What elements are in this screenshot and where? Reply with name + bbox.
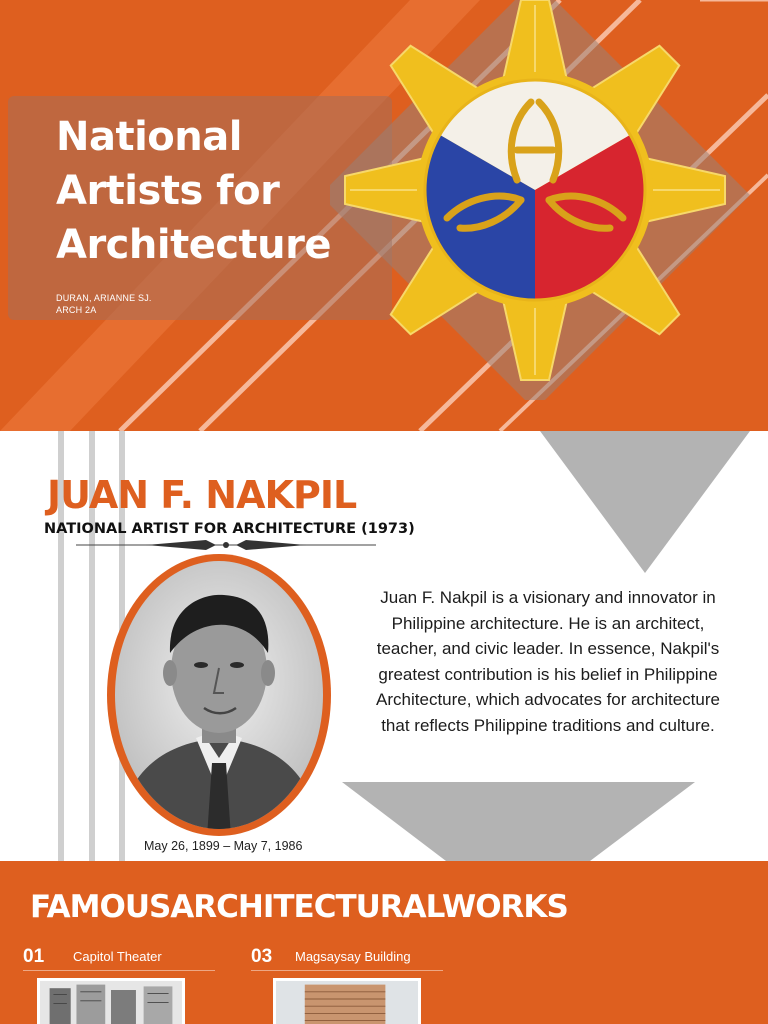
author-name: DURAN, ARIANNE SJ. bbox=[56, 293, 152, 303]
sun-seal-logo bbox=[330, 0, 750, 400]
artist-portrait bbox=[106, 553, 332, 837]
work-label: Capitol Theater bbox=[73, 949, 162, 964]
work-divider bbox=[23, 970, 215, 971]
work-item-magsaysay-building bbox=[251, 945, 443, 1024]
work-number: 01 bbox=[23, 946, 45, 967]
artist-subtitle: NATIONAL ARTIST FOR ARCHITECTURE (1973) bbox=[44, 521, 415, 537]
work-item-capitol-theater bbox=[23, 945, 215, 1024]
divider-ornament bbox=[76, 538, 376, 552]
cover-section bbox=[0, 0, 768, 431]
artist-name: JUAN F. NAKPIL bbox=[47, 473, 357, 517]
work-photo bbox=[37, 978, 185, 1024]
famous-works-section bbox=[0, 861, 768, 1024]
work-label: Magsaysay Building bbox=[295, 949, 411, 964]
artist-profile-section bbox=[0, 431, 768, 861]
work-divider bbox=[251, 970, 443, 971]
author-section: ARCH 2A bbox=[56, 305, 97, 315]
cover-title: National Artists for Architecture bbox=[56, 114, 331, 268]
work-number: 03 bbox=[251, 946, 273, 967]
artist-bio: Juan F. Nakpil is a visionary and innovator in Philippine architecture. He is an architect, teacher, and civic leader. In essence, Nakpil's greatest contribution is his belief in Philippine Architecture, which advocates for architecture that reflects Philippine traditions and culture. bbox=[376, 588, 720, 735]
artist-dates: May 26, 1899 – May 7, 1986 bbox=[144, 839, 303, 853]
author-info bbox=[56, 292, 152, 316]
work-photo bbox=[273, 978, 421, 1024]
works-title: FAMOUSARCHITECTURALWORKS bbox=[30, 889, 568, 925]
